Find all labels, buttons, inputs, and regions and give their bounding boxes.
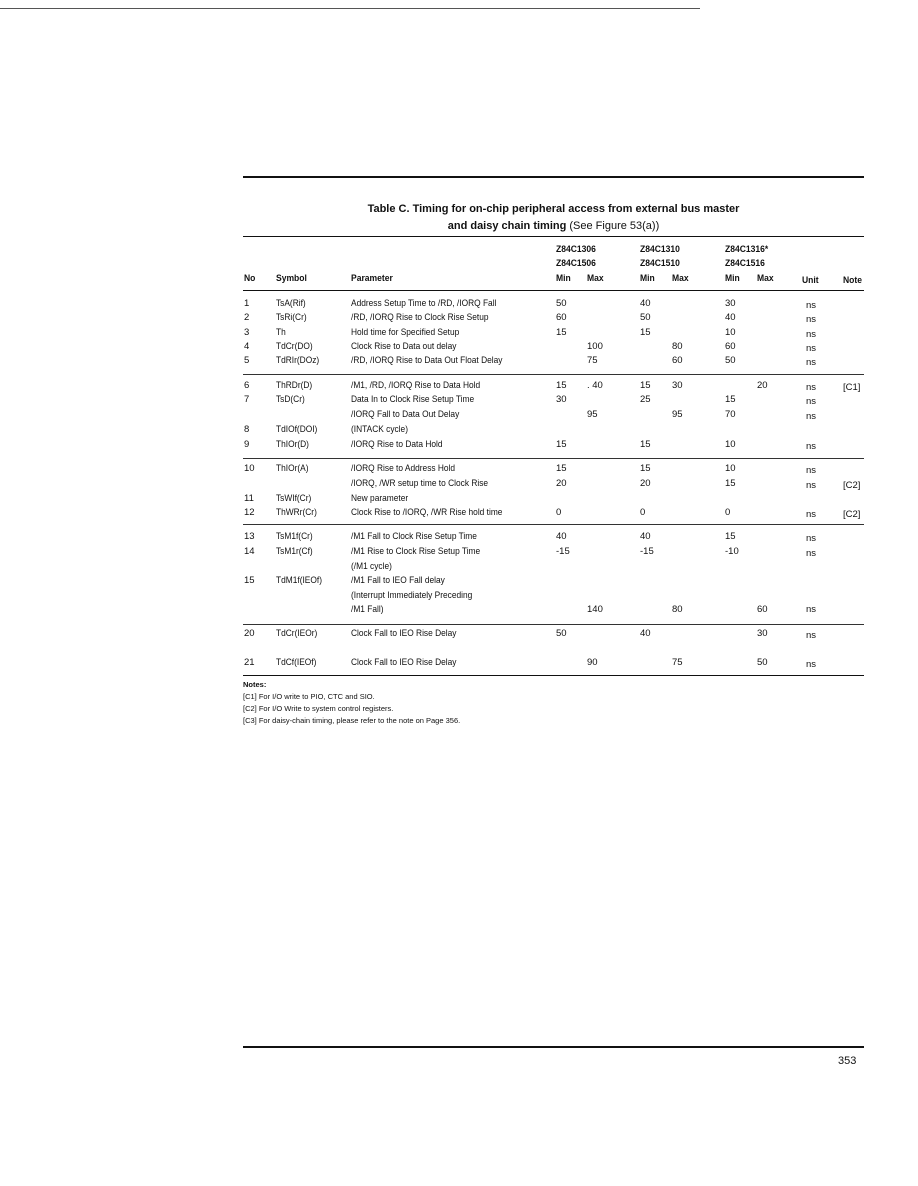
cell-a-max: 140 <box>587 604 603 615</box>
cell-a-max: 75 <box>587 355 598 366</box>
header-min-3: Min <box>725 273 740 284</box>
row-parameter: (/M1 cycle) <box>351 560 392 572</box>
header-max-2: Max <box>672 273 689 284</box>
scan-artifact-line <box>0 8 700 9</box>
cell-c-min: 15 <box>725 478 736 489</box>
cell-c-max: 50 <box>757 657 768 668</box>
row-parameter: (Interrupt Immediately Preceding <box>351 589 473 601</box>
row-number: 12 <box>244 507 255 518</box>
cell-a-min: 60 <box>556 312 567 323</box>
header-min-1: Min <box>556 273 571 284</box>
bottom-rule <box>243 1046 864 1048</box>
cell-unit: ns <box>806 480 817 491</box>
cell-c-min: 0 <box>725 507 731 518</box>
group1-part-b: Z84C1506 <box>556 258 596 269</box>
cell-note: [C1] <box>843 382 861 393</box>
group3-part-b: Z84C1516 <box>725 258 765 269</box>
row-symbol: TsRi(Cr) <box>276 312 307 323</box>
group-rule <box>243 458 864 459</box>
row-parameter: /M1 Fall to IEO Fall delay <box>351 575 445 586</box>
row-number: 7 <box>244 394 250 405</box>
note-c1: [C1] For I/O write to PIO, CTC and SIO. <box>243 692 375 701</box>
cell-b-max: 80 <box>672 341 683 352</box>
cell-c-min: 10 <box>725 439 736 450</box>
group3-part-a: Z84C1316* <box>725 244 769 255</box>
row-parameter: /M1 Fall) <box>351 604 384 615</box>
group-rule <box>243 624 864 625</box>
caption-line-1: Table C. Timing for on-chip peripheral access from external bus master <box>367 203 740 215</box>
cell-b-min: 15 <box>640 463 651 474</box>
row-number: 3 <box>244 327 250 338</box>
row-symbol: TsD(Cr) <box>276 394 305 405</box>
group2-part-b: Z84C1510 <box>640 258 680 269</box>
row-symbol: TdCf(IEOf) <box>276 657 317 668</box>
cell-b-min: 50 <box>640 312 651 323</box>
row-parameter: /RD, /IORQ Rise to Data Out Float Delay <box>351 355 503 366</box>
cell-b-min: 15 <box>640 327 651 338</box>
header-min-2: Min <box>640 273 655 284</box>
cell-unit: ns <box>806 411 817 422</box>
row-symbol: ThIOr(D) <box>276 439 309 450</box>
cell-unit: ns <box>806 659 817 670</box>
row-parameter: Hold time for Specified Setup <box>351 327 460 338</box>
row-parameter: /RD, /IORQ Rise to Clock Rise Setup <box>351 312 489 323</box>
row-parameter: (INTACK cycle) <box>351 423 408 435</box>
row-number: 21 <box>244 657 255 668</box>
cell-c-max: 60 <box>757 604 768 615</box>
cell-unit: ns <box>806 314 817 325</box>
cell-a-min: -15 <box>556 546 570 557</box>
row-parameter: Clock Fall to IEO Rise Delay <box>351 628 457 639</box>
header-no: No <box>244 273 256 284</box>
row-parameter: Clock Rise to Data out delay <box>351 341 457 352</box>
header-symbol: Symbol <box>276 273 307 284</box>
row-symbol: TsWIf(Cr) <box>276 492 312 504</box>
group-rule <box>243 374 864 375</box>
top-rule <box>243 176 864 178</box>
row-symbol: TdIOf(DOI) <box>276 423 318 435</box>
cell-b-max: 75 <box>672 657 683 668</box>
cell-a-min: 15 <box>556 439 567 450</box>
row-symbol: TdCr(IEOr) <box>276 628 318 639</box>
cell-a-min: 30 <box>556 394 567 405</box>
group2-part-a: Z84C1310 <box>640 244 680 255</box>
group1-part-a: Z84C1306 <box>556 244 596 255</box>
cell-a-min: 50 <box>556 628 567 639</box>
note-c2: [C2] For I/O Write to system control registers. <box>243 704 394 713</box>
cell-unit: ns <box>806 630 817 641</box>
cell-unit: ns <box>806 382 817 393</box>
cell-a-min: 50 <box>556 298 567 309</box>
row-number: 20 <box>244 628 255 639</box>
row-number: 11 <box>244 492 254 504</box>
cell-c-min: 70 <box>725 409 736 420</box>
cell-b-min: 0 <box>640 507 646 518</box>
cell-c-min: -10 <box>725 546 739 557</box>
cell-c-min: 15 <box>725 394 736 405</box>
row-number: 6 <box>244 380 250 391</box>
cell-b-min: 25 <box>640 394 651 405</box>
cell-unit: ns <box>806 441 817 452</box>
cell-b-min: -15 <box>640 546 654 557</box>
row-number: 14 <box>244 546 255 557</box>
table-caption <box>243 201 864 235</box>
notes <box>243 679 460 727</box>
cell-c-max: 30 <box>757 628 768 639</box>
cell-unit: ns <box>806 604 817 615</box>
row-number: 4 <box>244 341 250 352</box>
header-parameter: Parameter <box>351 273 393 284</box>
row-symbol: Th <box>276 327 286 338</box>
cell-c-max: 20 <box>757 380 768 391</box>
row-number: 1 <box>244 298 250 309</box>
note-c3: [C3] For daisy-chain timing, please refer to the note on Page 356. <box>243 716 461 725</box>
cell-a-max: 100 <box>587 341 603 352</box>
row-number: 8 <box>244 423 250 435</box>
cell-b-max: 30 <box>672 380 683 391</box>
row-parameter: /IORQ, /WR setup time to Clock Rise <box>351 478 489 489</box>
cell-a-min: 0 <box>556 507 562 518</box>
cell-unit: ns <box>806 533 817 544</box>
cell-note: [C2] <box>843 480 861 491</box>
row-parameter: New parameter <box>351 492 409 504</box>
cell-unit: ns <box>806 548 817 559</box>
cell-c-min: 10 <box>725 327 736 338</box>
cell-unit: ns <box>806 357 817 368</box>
row-symbol: ThRDr(D) <box>276 380 313 391</box>
row-parameter: /M1 Rise to Clock Rise Setup Time <box>351 546 481 557</box>
row-parameter: /IORQ Fall to Data Out Delay <box>351 409 460 420</box>
cell-unit: ns <box>806 396 817 407</box>
cell-a-min: 15 <box>556 380 567 391</box>
cell-a-min: 40 <box>556 531 567 542</box>
row-parameter: /IORQ Rise to Address Hold <box>351 463 456 474</box>
row-parameter: Data In to Clock Rise Setup Time <box>351 394 475 405</box>
cell-c-min: 15 <box>725 531 736 542</box>
row-parameter: Address Setup Time to /RD, /IORQ Fall <box>351 298 497 309</box>
header-max-1: Max <box>587 273 604 284</box>
header-note: Note <box>843 275 863 286</box>
cell-unit: ns <box>806 300 817 311</box>
cell-b-min: 15 <box>640 380 651 391</box>
cell-b-min: 40 <box>640 628 651 639</box>
cell-b-min: 15 <box>640 439 651 450</box>
header-unit: Unit <box>802 275 819 286</box>
cell-a-min: 15 <box>556 463 567 474</box>
cell-c-min: 40 <box>725 312 736 323</box>
column-header-rule <box>243 290 864 291</box>
cell-b-min: 40 <box>640 298 651 309</box>
row-number: 5 <box>244 355 250 366</box>
cell-a-min: 20 <box>556 478 567 489</box>
cell-c-min: 60 <box>725 341 736 352</box>
row-symbol: TdRIr(DOz) <box>276 355 320 366</box>
cell-note: [C2] <box>843 509 861 520</box>
caption-figure-ref: (See Figure 53(a)) <box>569 220 660 232</box>
row-number: 2 <box>244 312 250 323</box>
cell-unit: ns <box>806 509 817 520</box>
notes-title: Notes: <box>243 680 267 689</box>
row-number: 10 <box>244 463 255 474</box>
cell-b-max: 80 <box>672 604 683 615</box>
cell-c-min: 30 <box>725 298 736 309</box>
header-rule <box>243 236 864 237</box>
cell-a-min: 15 <box>556 327 567 338</box>
caption-line-2: and daisy chain timing <box>447 220 567 232</box>
row-symbol: TdCr(DO) <box>276 341 313 352</box>
cell-b-min: 20 <box>640 478 651 489</box>
header-max-3: Max <box>757 273 774 284</box>
row-parameter: /M1 Fall to Clock Rise Setup Time <box>351 531 477 542</box>
cell-b-max: 95 <box>672 409 683 420</box>
row-symbol: ThWRr(Cr) <box>276 507 317 518</box>
cell-a-max: . 40 <box>587 380 603 391</box>
row-symbol: TsM1r(Cf) <box>276 546 313 557</box>
cell-unit: ns <box>806 465 817 476</box>
row-number: 13 <box>244 531 255 542</box>
group-rule <box>243 524 864 525</box>
cell-unit: ns <box>806 329 817 340</box>
cell-b-max: 60 <box>672 355 683 366</box>
row-symbol: ThIOr(A) <box>276 463 309 474</box>
row-parameter: /M1, /RD, /IORQ Rise to Data Hold <box>351 380 481 391</box>
table-end-rule <box>243 675 864 676</box>
page-number: 353 <box>838 1055 857 1067</box>
cell-unit: ns <box>806 343 817 354</box>
cell-c-min: 50 <box>725 355 736 366</box>
row-parameter: Clock Rise to /IORQ, /WR Rise hold time <box>351 507 503 518</box>
row-parameter: /IORQ Rise to Data Hold <box>351 439 443 450</box>
row-symbol: TsA(Rif) <box>276 298 306 309</box>
cell-a-max: 95 <box>587 409 598 420</box>
cell-b-min: 40 <box>640 531 651 542</box>
row-number: 15 <box>244 575 255 586</box>
row-number: 9 <box>244 439 250 450</box>
cell-c-min: 10 <box>725 463 736 474</box>
row-symbol: TsM1f(Cr) <box>276 531 313 542</box>
row-parameter: Clock Fall to IEO Rise Delay <box>351 657 457 668</box>
row-symbol: TdM1f(IEOf) <box>276 575 322 586</box>
cell-a-max: 90 <box>587 657 598 668</box>
